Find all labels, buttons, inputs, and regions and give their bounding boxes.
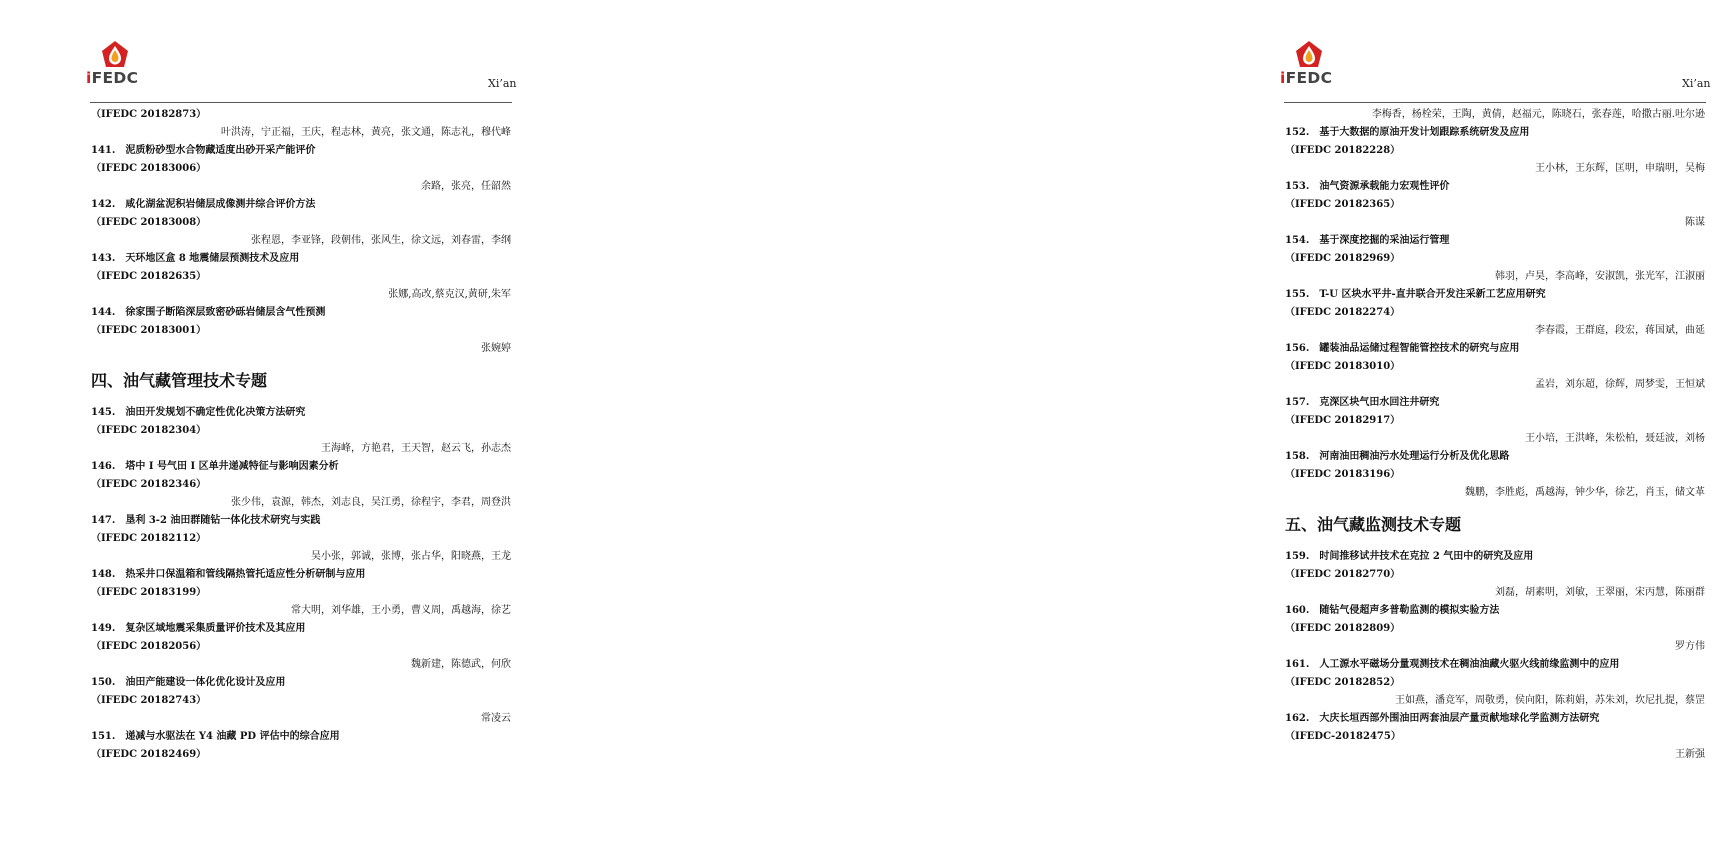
- paper-authors: 张婉婷: [481, 343, 511, 354]
- paper-code: （IFEDC 20182365）: [1285, 199, 1401, 210]
- oil-drop-logo-icon: [1294, 40, 1324, 70]
- paper-code: （IFEDC 20183008）: [91, 217, 207, 228]
- ifedc-logo: [1280, 40, 1340, 90]
- paper-title: 151. 递减与水驱法在 Y4 油藏 PD 评估中的综合应用: [91, 731, 340, 742]
- paper-authors: 余路，张亮，任韶然: [421, 181, 511, 192]
- oil-drop-logo-icon: [100, 40, 130, 70]
- section-heading: 四、油气藏管理技术专题: [91, 371, 268, 390]
- header-location: Xi’an: [488, 77, 517, 90]
- paper-title: 160. 随钻气侵超声多普勒监测的模拟实验方法: [1285, 605, 1500, 616]
- header-rule: [1284, 102, 1706, 103]
- paper-code: （IFEDC 20182228）: [1285, 145, 1401, 156]
- paper-code: （IFEDC 20182469）: [91, 749, 207, 760]
- paper-code: （IFEDC 20182056）: [91, 641, 207, 652]
- paper-authors: 王小林，王东辉，匡明，申瑞明，吴梅: [1535, 163, 1705, 174]
- paper-code: （IFEDC 20182304）: [91, 425, 207, 436]
- paper-authors: 王新强: [1675, 749, 1705, 760]
- paper-code: （IFEDC 20182852）: [1285, 677, 1401, 688]
- paper-title: 141. 泥质粉砂型水合物藏适度出砂开采产能评价: [91, 145, 316, 156]
- paper-authors: 李春霞，王群庭，段宏，蒋国斌，曲延: [1535, 325, 1705, 336]
- header-location: Xi’an: [1682, 77, 1711, 90]
- paper-code: （IFEDC 20182917）: [1285, 415, 1401, 426]
- logo-wordmark: iFEDC: [86, 69, 139, 87]
- paper-code: （IFEDC 20183196）: [1285, 469, 1401, 480]
- paper-title: 148. 热采井口保温箱和管线隔热管托适应性分析研制与应用: [91, 569, 366, 580]
- paper-title: 145. 油田开发规划不确定性优化决策方法研究: [91, 407, 306, 418]
- left-content: [91, 106, 511, 764]
- paper-authors: 孟岩，刘东超，徐辉，周梦雯，王恒斌: [1535, 379, 1705, 390]
- paper-code: （IFEDC 20182274）: [1285, 307, 1401, 318]
- paper-code: （IFEDC 20182809）: [1285, 623, 1401, 634]
- paper-title: 152. 基于大数据的原油开发计划跟踪系统研发及应用: [1285, 127, 1530, 138]
- paper-title: 150. 油田产能建设一体化优化设计及应用: [91, 677, 286, 688]
- header-rule: [90, 102, 512, 103]
- paper-title: 159. 时间推移试井技术在克拉 2 气田中的研究及应用: [1285, 551, 1534, 562]
- paper-authors: 常凌云: [481, 713, 511, 724]
- paper-code: （IFEDC 20183006）: [91, 163, 207, 174]
- paper-authors: 张娜,高改,蔡克汉,黄研,朱军: [388, 289, 511, 300]
- paper-code: （IFEDC 20182346）: [91, 479, 207, 490]
- right-page: [596, 0, 1711, 842]
- right-content: [1285, 106, 1705, 764]
- paper-title: 154. 基于深度挖掘的采油运行管理: [1285, 235, 1450, 246]
- ifedc-logo: [86, 40, 146, 90]
- paper-code: （IFEDC 20182112）: [91, 533, 207, 544]
- paper-code: （IFEDC 20182969）: [1285, 253, 1401, 264]
- paper-title: 143. 天环地区盒 8 地震储层预测技术及应用: [91, 253, 300, 264]
- paper-authors: 常大明，刘华雄，王小勇，曹义周，禹越海，徐艺: [291, 605, 511, 616]
- paper-title: 146. 塔中 I 号气田 I 区单井递减特征与影响因素分析: [91, 461, 339, 472]
- paper-title: 153. 油气资源承载能力宏观性评价: [1285, 181, 1450, 192]
- paper-title: 158. 河南油田稠油污水处理运行分析及优化思路: [1285, 451, 1510, 462]
- paper-authors: 陈谋: [1685, 217, 1705, 228]
- paper-title: 144. 徐家围子断陷深层致密砂砾岩储层含气性预测: [91, 307, 326, 318]
- paper-authors: 张程恩，李亚锋，段朝伟，张风生，徐文远，刘春雷，李纲: [251, 235, 511, 246]
- paper-code: （IFEDC 20182635）: [91, 271, 207, 282]
- paper-authors: 李梅香，杨栓荣，王陶，黄倩，赵福元，陈晓石，张春莲，哈撒古丽.吐尔逊: [1371, 109, 1705, 120]
- paper-authors: 韩羽，卢昊，李高峰，安淑凯，张光军，江淑丽: [1495, 271, 1705, 282]
- paper-code: （IFEDC 20182770）: [1285, 569, 1401, 580]
- paper-authors: 刘磊，胡素明，刘敏，王翠丽，宋丙慧，陈丽群: [1495, 587, 1705, 598]
- paper-authors: 王小培，王洪峰，朱松柏，聂廷波，刘杨: [1525, 433, 1705, 444]
- paper-authors: 罗方伟: [1675, 641, 1705, 652]
- paper-authors: 魏新建，陈德武，何欣: [411, 659, 511, 670]
- paper-title: 149. 复杂区域地震采集质量评价技术及其应用: [91, 623, 306, 634]
- paper-code: （IFEDC 20183010）: [1285, 361, 1401, 372]
- paper-code: （IFEDC-20182475）: [1285, 731, 1401, 742]
- paper-authors: 王如燕，潘竞军，周敬勇，侯向阳，陈莉娟，苏朱刘，坎尼扎提，蔡罡: [1395, 695, 1705, 706]
- paper-title: 156. 罐装油品运储过程智能管控技术的研究与应用: [1285, 343, 1520, 354]
- paper-title: 142. 咸化湖盆泥积岩储层成像测井综合评价方法: [91, 199, 316, 210]
- paper-title: 147. 垦利 3-2 油田群随钻一体化技术研究与实践: [91, 515, 321, 526]
- paper-authors: 吴小张，郭诚，张博，张占华，阳晓燕，王龙: [311, 551, 511, 562]
- paper-authors: 王海峰，方艳君，王天智，赵云飞，孙志杰: [321, 443, 511, 454]
- paper-title: 157. 克深区块气田水回注井研究: [1285, 397, 1440, 408]
- paper-title: 162. 大庆长垣西部外围油田两套油层产量贡献地球化学监测方法研究: [1285, 713, 1600, 724]
- paper-code: （IFEDC 20183199）: [91, 587, 207, 598]
- paper-code: （IFEDC 20182873）: [91, 109, 207, 120]
- paper-title: 161. 人工源水平磁场分量观测技术在稠油油藏火驱火线前缘监测中的应用: [1285, 659, 1620, 670]
- paper-title: 155. T-U 区块水平井-直井联合开发注采新工艺应用研究: [1285, 289, 1546, 300]
- paper-authors: 叶洪涛，宁正福，王庆，程志林，黄亮，张文通，陈志礼，穆代峰: [221, 127, 511, 138]
- paper-authors: 张少伟，袁源，韩杰，刘志良，吴江勇，徐程宇，李君，周登洪: [231, 497, 511, 508]
- paper-code: （IFEDC 20183001）: [91, 325, 207, 336]
- logo-wordmark: iFEDC: [1280, 69, 1333, 87]
- section-heading: 五、油气藏监测技术专题: [1285, 515, 1462, 534]
- left-page: [0, 0, 596, 842]
- paper-authors: 魏鹏，李胜彪，禹越海，钟少华，徐艺，肖玉，储文革: [1465, 487, 1705, 498]
- paper-code: （IFEDC 20182743）: [91, 695, 207, 706]
